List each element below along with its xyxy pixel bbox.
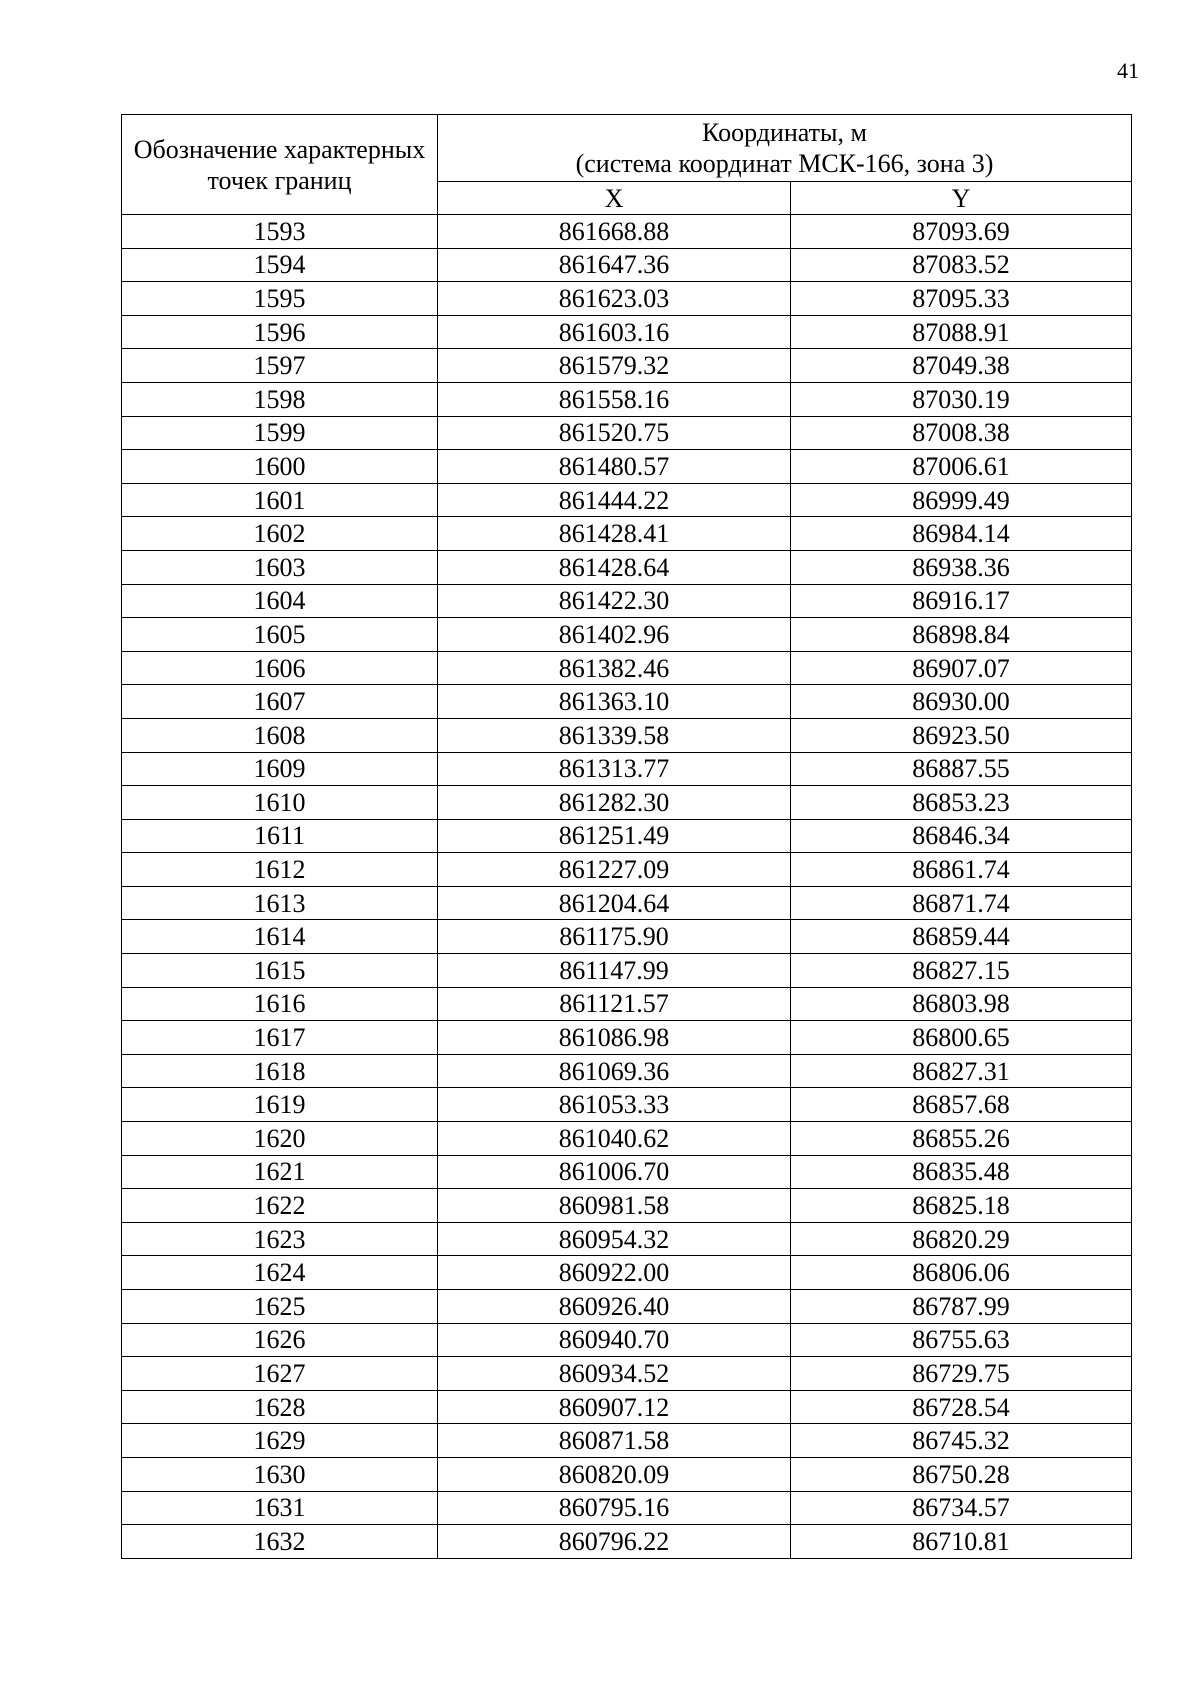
table-row [122,215,1132,249]
x-coordinate-cell: 861579.32 [438,349,791,383]
table-row [122,517,1132,551]
x-coordinate-cell: 861069.36 [438,1054,791,1088]
point-cell: 1599 [122,416,438,450]
table-row [122,618,1132,652]
table-row [122,1021,1132,1055]
table-row [122,954,1132,988]
x-coordinate-cell: 861363.10 [438,685,791,719]
x-coordinate-cell: 861444.22 [438,483,791,517]
y-coordinate-cell: 86887.55 [791,752,1132,786]
point-cell: 1597 [122,349,438,383]
y-coordinate-cell: 86803.98 [791,987,1132,1021]
table-row [122,1122,1132,1156]
table-row [122,886,1132,920]
point-cell: 1624 [122,1256,438,1290]
page-number: 41 [1117,58,1139,83]
y-coordinate-cell: 86855.26 [791,1122,1132,1156]
table-row [122,1323,1132,1357]
point-cell: 1607 [122,685,438,719]
y-coordinate-cell: 86827.15 [791,954,1132,988]
x-coordinate-cell: 860926.40 [438,1290,791,1324]
point-cell: 1612 [122,853,438,887]
table-row [122,1189,1132,1223]
x-coordinate-cell: 861428.64 [438,550,791,584]
x-coordinate-cell: 861402.96 [438,618,791,652]
point-cell: 1601 [122,483,438,517]
y-coordinate-cell: 87006.61 [791,450,1132,484]
y-coordinate-cell: 86827.31 [791,1054,1132,1088]
y-coordinate-cell: 86800.65 [791,1021,1132,1055]
point-cell: 1595 [122,282,438,316]
table-body [122,215,1132,1559]
table-row [122,752,1132,786]
y-coordinate-cell: 87049.38 [791,349,1132,383]
header-y-column: Y [791,182,1132,215]
x-coordinate-cell: 861668.88 [438,215,791,249]
point-cell: 1632 [122,1525,438,1559]
y-coordinate-cell: 86846.34 [791,819,1132,853]
header-coordinate-system: (система координат МСК-166, зона 3) [575,149,994,178]
y-coordinate-cell: 86710.81 [791,1525,1132,1559]
x-coordinate-cell: 860907.12 [438,1390,791,1424]
x-coordinate-cell: 861339.58 [438,718,791,752]
table-row [122,1424,1132,1458]
table-row [122,450,1132,484]
y-coordinate-cell: 87088.91 [791,315,1132,349]
y-coordinate-cell: 87093.69 [791,215,1132,249]
point-cell: 1604 [122,584,438,618]
table-row [122,1290,1132,1324]
y-coordinate-cell: 86923.50 [791,718,1132,752]
point-cell: 1619 [122,1088,438,1122]
x-coordinate-cell: 861428.41 [438,517,791,551]
y-coordinate-cell: 86835.48 [791,1155,1132,1189]
point-cell: 1628 [122,1390,438,1424]
y-coordinate-cell: 86806.06 [791,1256,1132,1290]
header-x-column: X [438,182,791,215]
x-coordinate-cell: 861040.62 [438,1122,791,1156]
table-row [122,786,1132,820]
table-row [122,1088,1132,1122]
y-coordinate-cell: 86729.75 [791,1357,1132,1391]
x-coordinate-cell: 860954.32 [438,1222,791,1256]
point-cell: 1627 [122,1357,438,1391]
y-coordinate-cell: 86984.14 [791,517,1132,551]
point-cell: 1594 [122,248,438,282]
y-coordinate-cell: 86938.36 [791,550,1132,584]
x-coordinate-cell: 861282.30 [438,786,791,820]
x-coordinate-cell: 861147.99 [438,954,791,988]
y-coordinate-cell: 86859.44 [791,920,1132,954]
point-cell: 1606 [122,651,438,685]
table-row [122,282,1132,316]
x-coordinate-cell: 861480.57 [438,450,791,484]
header-points-column: Обозначение характерных точек границ [122,115,438,215]
header-coordinates-title: Координаты, м [702,118,867,147]
y-coordinate-cell: 86930.00 [791,685,1132,719]
y-coordinate-cell: 86745.32 [791,1424,1132,1458]
point-cell: 1622 [122,1189,438,1223]
y-coordinate-cell: 86861.74 [791,853,1132,887]
table-row [122,248,1132,282]
x-coordinate-cell: 860871.58 [438,1424,791,1458]
point-cell: 1600 [122,450,438,484]
x-coordinate-cell: 860795.16 [438,1491,791,1525]
table-row [122,853,1132,887]
x-coordinate-cell: 861647.36 [438,248,791,282]
x-coordinate-cell: 861086.98 [438,1021,791,1055]
y-coordinate-cell: 87095.33 [791,282,1132,316]
point-cell: 1609 [122,752,438,786]
point-cell: 1608 [122,718,438,752]
point-cell: 1626 [122,1323,438,1357]
table-row [122,685,1132,719]
x-coordinate-cell: 861623.03 [438,282,791,316]
table-row [122,349,1132,383]
y-coordinate-cell: 86853.23 [791,786,1132,820]
table-row [122,1256,1132,1290]
table-row [122,1525,1132,1559]
point-cell: 1596 [122,315,438,349]
point-cell: 1614 [122,920,438,954]
point-cell: 1616 [122,987,438,1021]
point-cell: 1598 [122,382,438,416]
point-cell: 1620 [122,1122,438,1156]
x-coordinate-cell: 861204.64 [438,886,791,920]
x-coordinate-cell: 861251.49 [438,819,791,853]
x-coordinate-cell: 860796.22 [438,1525,791,1559]
point-cell: 1593 [122,215,438,249]
point-cell: 1621 [122,1155,438,1189]
y-coordinate-cell: 86857.68 [791,1088,1132,1122]
x-coordinate-cell: 861422.30 [438,584,791,618]
table-row [122,1491,1132,1525]
point-cell: 1603 [122,550,438,584]
x-coordinate-cell: 861382.46 [438,651,791,685]
point-cell: 1629 [122,1424,438,1458]
point-cell: 1610 [122,786,438,820]
y-coordinate-cell: 86734.57 [791,1491,1132,1525]
x-coordinate-cell: 861006.70 [438,1155,791,1189]
x-coordinate-cell: 861603.16 [438,315,791,349]
y-coordinate-cell: 86999.49 [791,483,1132,517]
x-coordinate-cell: 861313.77 [438,752,791,786]
point-cell: 1615 [122,954,438,988]
point-cell: 1625 [122,1290,438,1324]
coordinates-table [121,114,1132,1559]
y-coordinate-cell: 86787.99 [791,1290,1132,1324]
point-cell: 1630 [122,1457,438,1491]
point-cell: 1623 [122,1222,438,1256]
y-coordinate-cell: 86750.28 [791,1457,1132,1491]
table-row [122,416,1132,450]
point-cell: 1613 [122,886,438,920]
y-coordinate-cell: 86825.18 [791,1189,1132,1223]
table-row [122,651,1132,685]
y-coordinate-cell: 86728.54 [791,1390,1132,1424]
table-row [122,382,1132,416]
table-row [122,584,1132,618]
x-coordinate-cell: 860934.52 [438,1357,791,1391]
table-row [122,718,1132,752]
x-coordinate-cell: 860922.00 [438,1256,791,1290]
table-row [122,483,1132,517]
table-row [122,1357,1132,1391]
y-coordinate-cell: 87008.38 [791,416,1132,450]
table-header [122,115,1132,215]
table-row [122,1155,1132,1189]
table-row [122,1054,1132,1088]
point-cell: 1617 [122,1021,438,1055]
table-row [122,550,1132,584]
point-cell: 1602 [122,517,438,551]
x-coordinate-cell: 861558.16 [438,382,791,416]
header-coordinates [438,115,1132,182]
table-row [122,1222,1132,1256]
table-row [122,920,1132,954]
x-coordinate-cell: 860981.58 [438,1189,791,1223]
x-coordinate-cell: 860940.70 [438,1323,791,1357]
x-coordinate-cell: 861121.57 [438,987,791,1021]
table-row [122,315,1132,349]
point-cell: 1605 [122,618,438,652]
point-cell: 1618 [122,1054,438,1088]
point-cell: 1631 [122,1491,438,1525]
y-coordinate-cell: 87030.19 [791,382,1132,416]
x-coordinate-cell: 860820.09 [438,1457,791,1491]
table-row [122,819,1132,853]
y-coordinate-cell: 86916.17 [791,584,1132,618]
y-coordinate-cell: 86820.29 [791,1222,1132,1256]
x-coordinate-cell: 861053.33 [438,1088,791,1122]
y-coordinate-cell: 86907.07 [791,651,1132,685]
x-coordinate-cell: 861175.90 [438,920,791,954]
table-row [122,987,1132,1021]
table-row [122,1457,1132,1491]
point-cell: 1611 [122,819,438,853]
x-coordinate-cell: 861227.09 [438,853,791,887]
y-coordinate-cell: 86871.74 [791,886,1132,920]
y-coordinate-cell: 86755.63 [791,1323,1132,1357]
table-row [122,1390,1132,1424]
y-coordinate-cell: 86898.84 [791,618,1132,652]
x-coordinate-cell: 861520.75 [438,416,791,450]
y-coordinate-cell: 87083.52 [791,248,1132,282]
